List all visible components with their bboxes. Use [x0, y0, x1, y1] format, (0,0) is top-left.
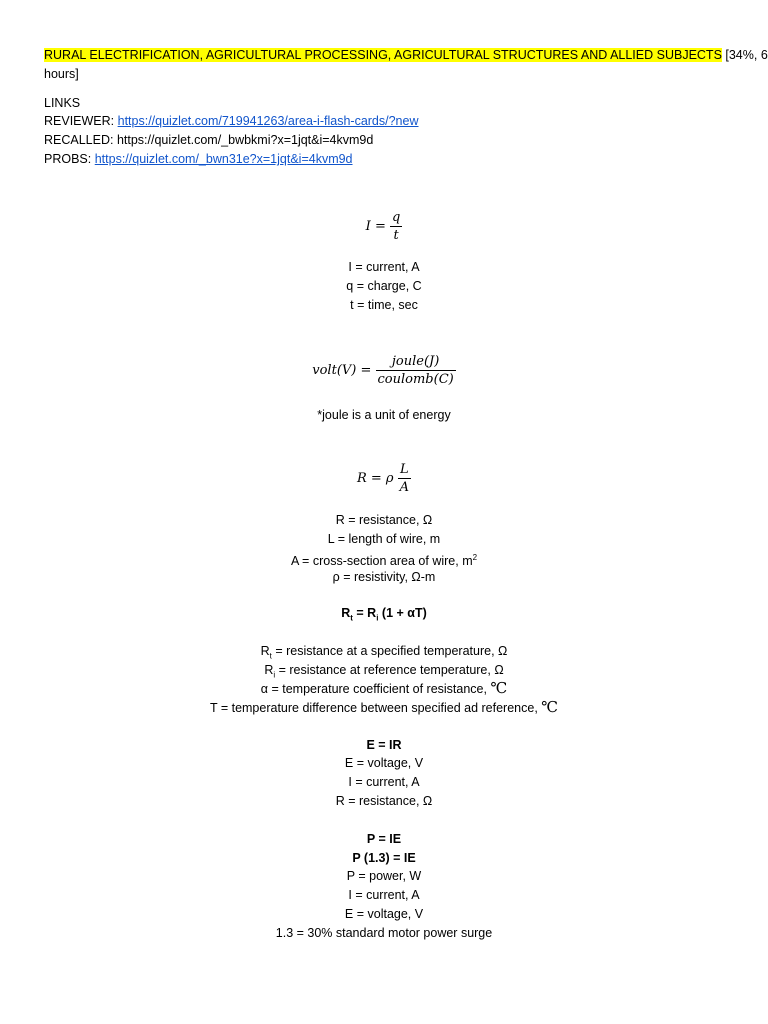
recalled-line — [44, 131, 373, 150]
power-def: P = power, W — [346, 869, 422, 883]
probs-link[interactable]: https://quizlet.com/_bwn31e?x=1jqt&i=4kvm9d — [94, 152, 353, 166]
resistance-def: R = resistance, Ω — [335, 513, 433, 527]
formula-volt-fraction — [376, 354, 456, 387]
formula-temperature-rest: (1 + αT) — [378, 606, 427, 620]
area-def-superscript: 2 — [472, 553, 478, 562]
reviewer-line — [44, 112, 419, 131]
length-def: L = length of wire, m — [327, 532, 441, 546]
surge-def: 1.3 = 30% standard motor power surge — [275, 926, 493, 940]
reviewer-label: REVIEWER: — [44, 114, 118, 128]
formula-current-fraction — [390, 210, 402, 243]
alpha-def-unit: ℃ — [490, 679, 508, 697]
formula-volt-lhs: volt(V) = — [312, 363, 372, 378]
ohm-voltage-def: E = voltage, V — [344, 756, 424, 770]
formula-power: P = IE — [366, 832, 402, 846]
rt-symbol: R — [341, 606, 351, 620]
formula-current-denominator: t — [393, 228, 399, 243]
section-title-line2: hours] — [44, 67, 79, 81]
recalled-url: https://quizlet.com/_bwbkmi?x=1jqt&i=4kvm9d — [116, 133, 374, 147]
ohm-resistance-def: R = resistance, Ω — [335, 794, 433, 808]
time-def: t = time, sec — [350, 298, 418, 312]
ri-def-text: = resistance at reference temperature, Ω — [275, 663, 504, 677]
alpha-def-text: α = temperature coefficient of resistance, — [260, 682, 491, 696]
formula-power-surge: P (1.3) = IE — [352, 851, 416, 865]
power-voltage-def: E = voltage, V — [344, 907, 424, 921]
current-def: I = current, A — [348, 260, 420, 274]
rt-def-symbol: R — [260, 644, 270, 658]
formula-ohms-law: E = IR — [366, 738, 402, 752]
formula-current — [0, 210, 768, 243]
formula-current-lhs: I = — [365, 219, 386, 234]
ri-def-subscript: i — [273, 670, 276, 680]
formula-current-numerator: q — [391, 210, 401, 225]
links-heading: LINKS — [44, 96, 81, 110]
formula-resistance-fraction — [398, 462, 411, 495]
formula-resistance-numerator: L — [398, 462, 411, 479]
joule-note: *joule is a unit of energy — [317, 408, 451, 422]
section-title-highlighted: RURAL ELECTRIFICATION, AGRICULTURAL PROCESSING, AGRICULTURAL STRUCTURES AND ALLIED SUBJECTS — [44, 48, 722, 62]
formula-resistance-denominator: A — [399, 480, 410, 495]
recalled-label: RECALLED: — [44, 133, 117, 147]
formula-resistance-lhs: R = ρ — [356, 471, 394, 486]
alpha-def — [0, 679, 768, 699]
t-def — [0, 698, 768, 718]
formula-temperature-resistance — [0, 604, 768, 628]
ri-def-symbol: R — [264, 663, 274, 677]
probs-label: PROBS: — [44, 152, 95, 166]
rt-subscript: t — [350, 613, 353, 623]
rt-def-subscript: t — [269, 651, 272, 661]
rt-def-text: = resistance at a specified temperature, Ω — [271, 644, 508, 658]
power-current-def: I = current, A — [348, 888, 420, 902]
ohm-current-def: I = current, A — [348, 775, 420, 789]
resistivity-def: ρ = resistivity, Ω-m — [332, 570, 436, 584]
t-def-unit: ℃ — [541, 698, 559, 716]
formula-resistance — [0, 462, 768, 495]
formula-volt — [0, 354, 768, 387]
charge-def: q = charge, C — [346, 279, 422, 293]
section-title — [44, 46, 768, 65]
formula-volt-numerator: joule(J) — [376, 354, 456, 371]
section-title-suffix: [34%, 6 — [721, 48, 768, 62]
ri-symbol: = R — [352, 606, 377, 620]
probs-line — [44, 150, 353, 169]
t-def-text: T = temperature difference between specified ad reference, — [209, 701, 542, 715]
formula-volt-denominator: coulomb(C) — [377, 372, 454, 387]
ri-subscript: i — [376, 613, 379, 623]
area-def-text: A = cross-section area of wire, m — [290, 554, 473, 569]
reviewer-link[interactable]: https://quizlet.com/719941263/area-i-flash-cards/?new — [117, 114, 419, 128]
